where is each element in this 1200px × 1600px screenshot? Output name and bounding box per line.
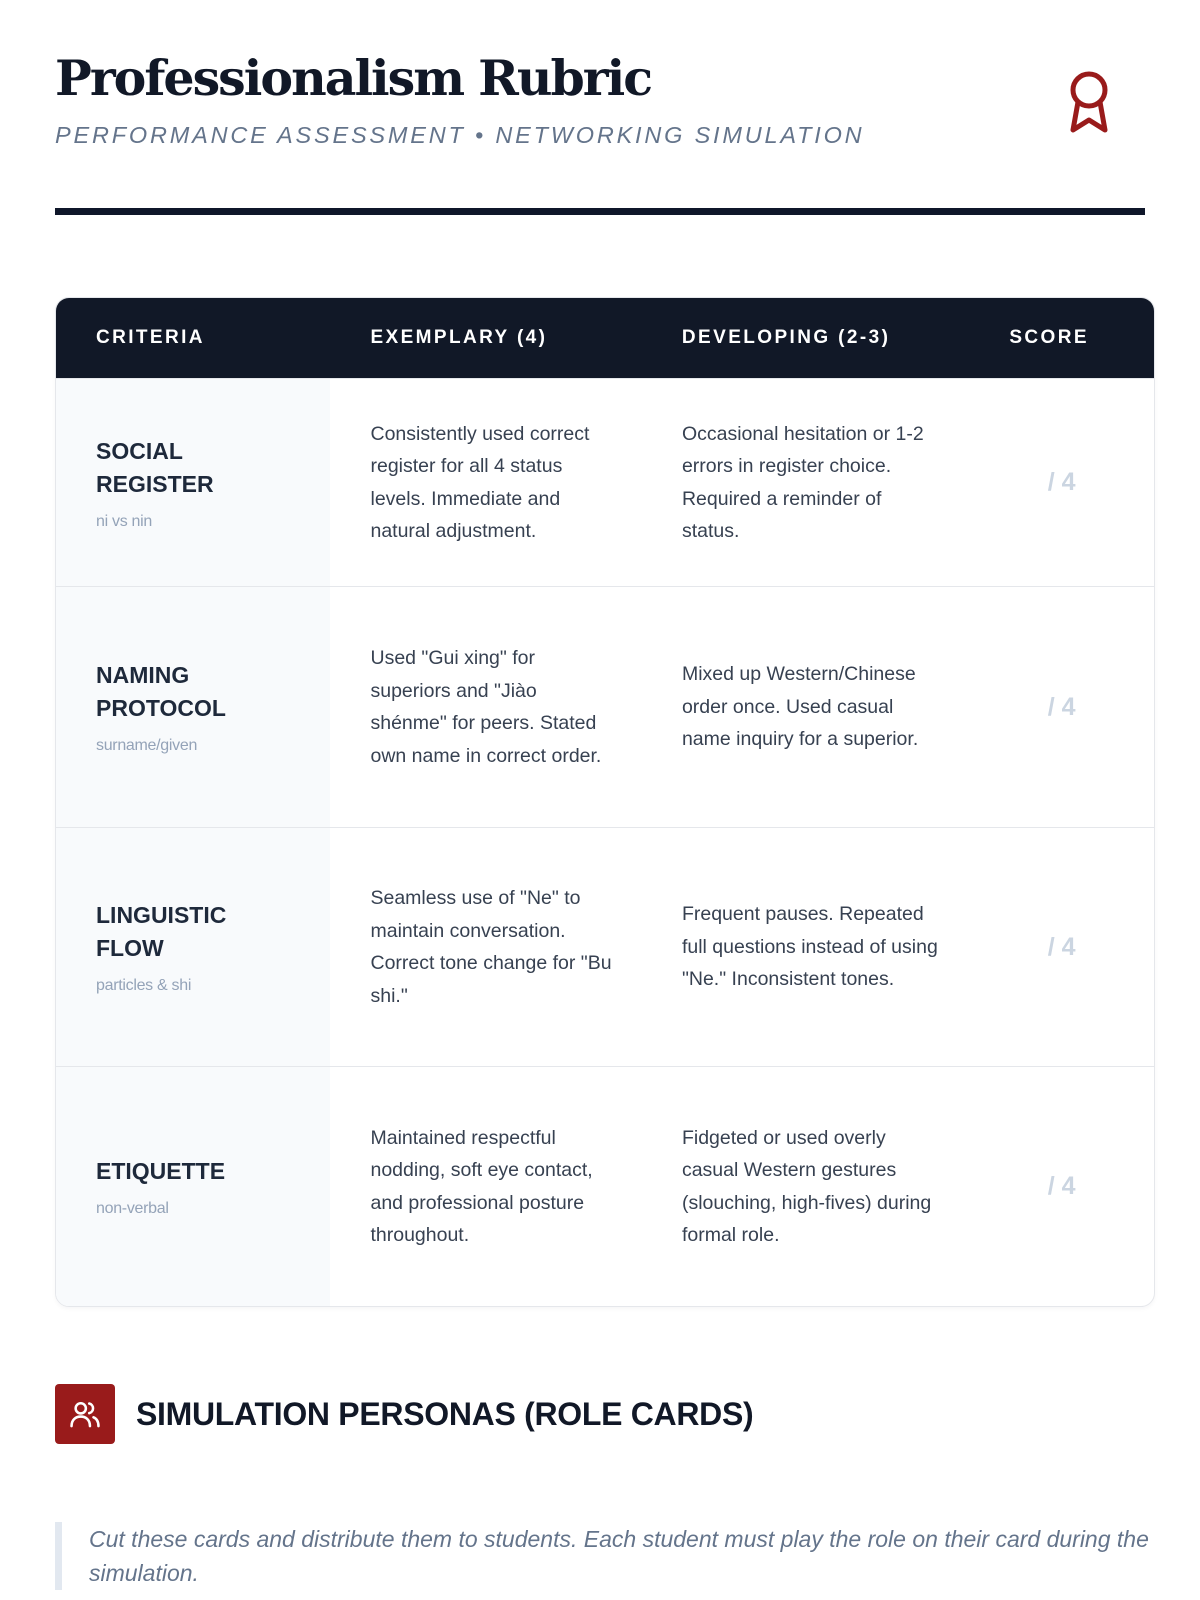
score-field[interactable]: / 4 <box>1047 692 1076 721</box>
column-header-exemplary: EXEMPLARY (4) <box>370 327 548 348</box>
column-header-developing: DEVELOPING (2-3) <box>681 327 891 348</box>
exemplary-cell <box>330 1067 641 1306</box>
table-row <box>56 378 1154 586</box>
column-header-criteria: CRITERIA <box>96 327 205 348</box>
criteria-subtitle: surname/given <box>96 737 198 754</box>
table-row <box>56 586 1154 827</box>
developing-cell <box>642 379 969 586</box>
developing-cell <box>642 1067 969 1306</box>
exemplary-cell <box>330 828 641 1066</box>
criteria-name: LINGUISTIC FLOW <box>96 902 227 961</box>
column-header-score: SCORE <box>1009 327 1089 348</box>
criteria-name: NAMING PROTOCOL <box>96 662 226 721</box>
criteria-cell <box>56 828 330 1066</box>
header-divider <box>55 208 1145 215</box>
developing-text: Frequent pauses. Repeated full questions instead of using "Ne." Inconsistent tones. <box>681 903 938 991</box>
developing-cell <box>642 587 969 827</box>
exemplary-text: Used "Gui xing" for superiors and "Jiào shénme" for peers. Stated own name in correct order. <box>370 647 602 767</box>
users-icon <box>55 1384 115 1444</box>
exemplary-text: Maintained respectful nodding, soft eye contact, and professional posture throughout. <box>370 1126 593 1246</box>
section-title: SIMULATION PERSONAS (ROLE CARDS) <box>136 1395 754 1432</box>
criteria-cell <box>56 379 330 586</box>
header <box>55 0 1145 216</box>
award-icon <box>1065 70 1113 136</box>
developing-text: Fidgeted or used overly casual Western gestures (slouching, high-fives) during formal role. <box>681 1126 932 1246</box>
score-field[interactable]: / 4 <box>1047 468 1076 496</box>
developing-text: Mixed up Western/Chinese order once. Used casual name inquiry for a superior. <box>681 663 919 751</box>
criteria-subtitle: non-verbal <box>96 1200 169 1217</box>
criteria-name: ETIQUETTE <box>96 1158 226 1184</box>
criteria-subtitle: particles & shi <box>96 977 192 994</box>
table-row <box>56 1066 1154 1306</box>
instruction-note: Cut these cards and distribute them to students. Each student must play the role on their card during the simulation. <box>55 1522 1155 1590</box>
exemplary-cell <box>330 587 641 827</box>
personas-section-header <box>55 1384 753 1444</box>
table-row <box>56 827 1154 1066</box>
exemplary-text: Seamless use of "Ne" to maintain conversation. Correct tone change for "Bu shi." <box>370 887 612 1007</box>
developing-text: Occasional hesitation or 1-2 errors in register choice. Required a reminder of status. <box>681 422 924 542</box>
page-title: Professionalism Rubric <box>55 49 652 107</box>
page-subtitle: PERFORMANCE ASSESSMENT • NETWORKING SIMULATION <box>55 122 865 148</box>
criteria-name: SOCIAL REGISTER <box>96 437 214 497</box>
criteria-cell <box>56 587 330 827</box>
exemplary-cell <box>330 379 641 586</box>
criteria-cell <box>56 1067 330 1306</box>
score-field[interactable]: / 4 <box>1047 1172 1076 1200</box>
developing-cell <box>642 828 969 1066</box>
exemplary-text: Consistently used correct register for all 4 status levels. Immediate and natural adjustment. <box>370 422 590 542</box>
rubric-header-row <box>56 298 1154 378</box>
score-field[interactable]: / 4 <box>1047 932 1076 961</box>
criteria-subtitle: ni vs nin <box>96 512 152 530</box>
rubric-table <box>55 297 1155 1307</box>
